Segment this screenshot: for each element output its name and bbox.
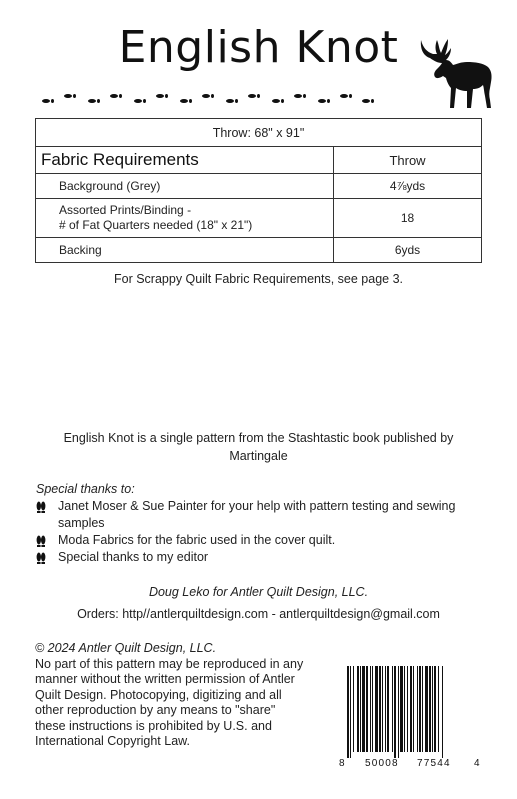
barcode-bar <box>350 666 351 758</box>
table-row <box>36 174 482 199</box>
fabric-requirements-table <box>35 118 482 263</box>
barcode-bar <box>400 666 403 752</box>
paw-print-icon <box>36 535 46 547</box>
barcode-bar <box>372 666 373 752</box>
barcode-bar <box>362 666 365 752</box>
barcode-bar <box>422 666 423 752</box>
publication-note: English Knot is a single pattern from the Stashtastic book published by Martingale <box>63 431 454 463</box>
barcode-bar <box>375 666 378 752</box>
fabric-label-line: Backing <box>59 242 102 257</box>
list-item <box>36 532 458 549</box>
orders-contact: Orders: http//antlerquiltdesign.com - antlerquiltdesign@gmail.com <box>77 607 440 621</box>
fabric-label <box>36 199 334 238</box>
barcode-bar <box>417 666 418 752</box>
scrappy-quilt-note: For Scrappy Quilt Fabric Requirements, see page 3. <box>113 272 404 286</box>
barcode-bar <box>392 666 393 752</box>
table-row <box>36 199 482 238</box>
barcode-bar <box>382 666 383 752</box>
fabric-label <box>36 238 334 263</box>
barcode-right-group: 77544 <box>417 758 451 769</box>
barcode-bar <box>425 666 428 752</box>
thanks-item-text: Moda Fabrics for the fabric used in the cover quilt. <box>58 533 336 547</box>
fabric-amount: 6yds <box>334 238 482 263</box>
list-item <box>36 549 458 566</box>
barcode-bar <box>379 666 381 752</box>
barcode-bar <box>432 666 433 752</box>
barcode-bar <box>419 666 421 752</box>
special-thanks-heading: Special thanks to: <box>36 482 135 496</box>
thanks-item-text: Janet Moser & Sue Painter for your help with pattern testing and sewing samples <box>58 499 456 530</box>
fabric-label-line: Assorted Prints/Binding - <box>59 203 192 217</box>
paw-print-icon <box>36 501 46 513</box>
copyright-notice <box>35 641 305 750</box>
upc-barcode <box>337 666 482 770</box>
barcode-first-digit: 8 <box>339 758 345 769</box>
fabric-label-line: # of Fat Quarters needed (18" x 21") <box>59 218 253 232</box>
table-row <box>36 238 482 263</box>
barcode-bar <box>410 666 412 752</box>
barcode-bar <box>347 666 349 758</box>
paw-print-icon <box>36 552 46 564</box>
barcode-bar <box>357 666 359 752</box>
barcode-bar <box>407 666 408 752</box>
barcode-bar <box>442 666 443 758</box>
copyright-body: No part of this pattern may be reproduced in any manner without the written permission of Antler Quilt Design. Photocopying, digitizing and all other reproduction by any means to "share" these instructions is prohibited by U.S. and International Copyright Law. <box>35 656 304 748</box>
table-size-row <box>36 119 482 147</box>
fabric-requirements-heading: Fabric Requirements <box>36 147 334 174</box>
barcode-bar <box>360 666 361 752</box>
table-header-row <box>36 147 482 174</box>
barcode-bar <box>385 666 386 752</box>
barcode-last-digit: 4 <box>474 758 480 769</box>
moose-icon <box>413 36 495 112</box>
barcode-bar <box>370 666 371 752</box>
thanks-item-text: Special thanks to my editor <box>58 550 209 564</box>
barcode-bar <box>434 666 436 752</box>
quilt-size-label: Throw: 68" x 91" <box>36 119 482 147</box>
barcode-bar <box>404 666 405 752</box>
page-title: English Knot <box>118 22 399 73</box>
barcode-bar <box>353 666 354 752</box>
author-credit: Doug Leko for Antler Quilt Design, LLC. <box>148 585 369 599</box>
barcode-bar <box>438 666 439 752</box>
moose-tracks-icon <box>42 91 382 105</box>
fabric-label-line: Background (Grey) <box>59 178 161 193</box>
fabric-amount: 18 <box>334 199 482 238</box>
barcode-bar <box>413 666 414 752</box>
fabric-amount: 4⅞yds <box>334 174 482 199</box>
list-item <box>36 498 458 532</box>
barcode-bar <box>398 666 399 758</box>
barcode-left-group: 50008 <box>365 758 399 769</box>
copyright-heading: © 2024 Antler Quilt Design, LLC. <box>35 641 217 655</box>
barcode-bar <box>366 666 368 752</box>
fabric-label <box>36 174 334 199</box>
special-thanks-list <box>36 498 458 566</box>
barcode-bar <box>387 666 389 752</box>
barcode-bar <box>429 666 431 752</box>
barcode-bar <box>394 666 396 758</box>
throw-column-header: Throw <box>334 147 482 174</box>
